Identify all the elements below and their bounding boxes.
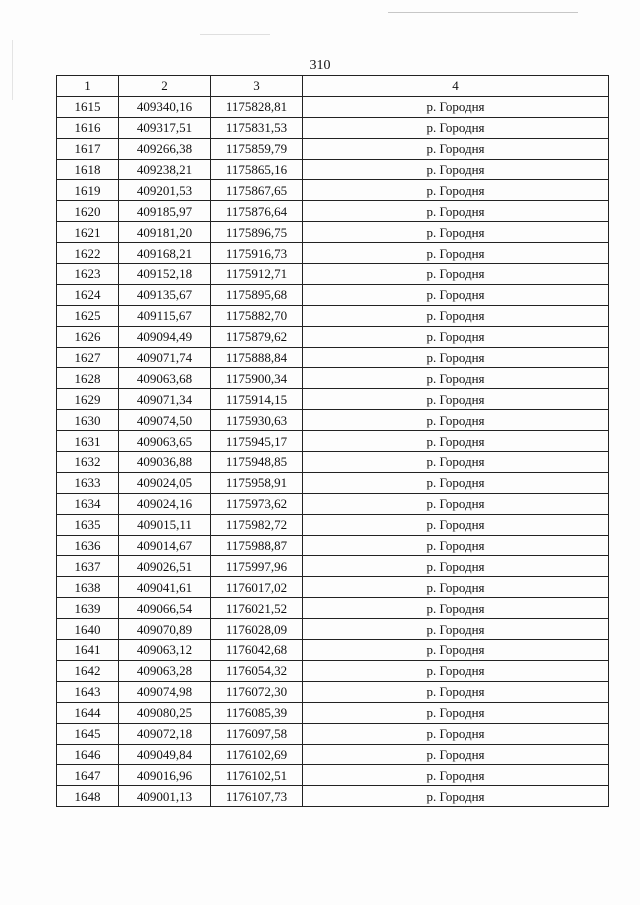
x-coordinate-cell: 409063,28: [119, 660, 211, 681]
x-coordinate-cell: 409066,54: [119, 598, 211, 619]
x-coordinate-cell: 409238,21: [119, 159, 211, 180]
column-header-4: 4: [303, 76, 609, 97]
point-number-cell: 1628: [57, 368, 119, 389]
object-name-cell: р. Городня: [303, 744, 609, 765]
y-coordinate-cell: 1175876,64: [211, 201, 303, 222]
object-name-cell: р. Городня: [303, 598, 609, 619]
point-number-cell: 1636: [57, 535, 119, 556]
x-coordinate-cell: 409080,25: [119, 702, 211, 723]
scan-artifact: [200, 34, 270, 35]
table-row: [57, 138, 609, 159]
table-row: [57, 431, 609, 452]
table-body: [57, 96, 609, 806]
point-number-cell: 1625: [57, 305, 119, 326]
x-coordinate-cell: 409074,98: [119, 681, 211, 702]
table-row: [57, 243, 609, 264]
y-coordinate-cell: 1176085,39: [211, 702, 303, 723]
table-header-row: [57, 76, 609, 97]
x-coordinate-cell: 409266,38: [119, 138, 211, 159]
point-number-cell: 1618: [57, 159, 119, 180]
point-number-cell: 1633: [57, 472, 119, 493]
point-number-cell: 1646: [57, 744, 119, 765]
x-coordinate-cell: 409063,68: [119, 368, 211, 389]
x-coordinate-cell: 409063,12: [119, 640, 211, 661]
table-row: [57, 347, 609, 368]
x-coordinate-cell: 409049,84: [119, 744, 211, 765]
point-number-cell: 1644: [57, 702, 119, 723]
point-number-cell: 1617: [57, 138, 119, 159]
object-name-cell: р. Городня: [303, 368, 609, 389]
x-coordinate-cell: 409072,18: [119, 723, 211, 744]
y-coordinate-cell: 1175912,71: [211, 264, 303, 285]
table-row: [57, 180, 609, 201]
y-coordinate-cell: 1175896,75: [211, 222, 303, 243]
object-name-cell: р. Городня: [303, 514, 609, 535]
point-number-cell: 1624: [57, 284, 119, 305]
y-coordinate-cell: 1175882,70: [211, 305, 303, 326]
y-coordinate-cell: 1175859,79: [211, 138, 303, 159]
y-coordinate-cell: 1175828,81: [211, 96, 303, 117]
point-number-cell: 1621: [57, 222, 119, 243]
table-row: [57, 598, 609, 619]
point-number-cell: 1647: [57, 765, 119, 786]
y-coordinate-cell: 1175831,53: [211, 117, 303, 138]
point-number-cell: 1642: [57, 660, 119, 681]
table-row: [57, 326, 609, 347]
table-row: [57, 284, 609, 305]
point-number-cell: 1634: [57, 493, 119, 514]
table-row: [57, 117, 609, 138]
table-row: [57, 159, 609, 180]
x-coordinate-cell: 409026,51: [119, 556, 211, 577]
y-coordinate-cell: 1176042,68: [211, 640, 303, 661]
x-coordinate-cell: 409074,50: [119, 410, 211, 431]
object-name-cell: р. Городня: [303, 702, 609, 723]
point-number-cell: 1637: [57, 556, 119, 577]
object-name-cell: р. Городня: [303, 264, 609, 285]
y-coordinate-cell: 1176017,02: [211, 577, 303, 598]
column-header-1: 1: [57, 76, 119, 97]
scan-artifact: [388, 12, 578, 13]
point-number-cell: 1635: [57, 514, 119, 535]
object-name-cell: р. Городня: [303, 681, 609, 702]
table-row: [57, 640, 609, 661]
table-row: [57, 493, 609, 514]
object-name-cell: р. Городня: [303, 159, 609, 180]
x-coordinate-cell: 409181,20: [119, 222, 211, 243]
table-row: [57, 556, 609, 577]
table-row: [57, 96, 609, 117]
table-row: [57, 577, 609, 598]
y-coordinate-cell: 1176028,09: [211, 619, 303, 640]
object-name-cell: р. Городня: [303, 556, 609, 577]
y-coordinate-cell: 1176021,52: [211, 598, 303, 619]
y-coordinate-cell: 1175930,63: [211, 410, 303, 431]
point-number-cell: 1632: [57, 452, 119, 473]
x-coordinate-cell: 409115,67: [119, 305, 211, 326]
object-name-cell: р. Городня: [303, 660, 609, 681]
column-header-2: 2: [119, 76, 211, 97]
table-row: [57, 305, 609, 326]
x-coordinate-cell: 409340,16: [119, 96, 211, 117]
y-coordinate-cell: 1176097,58: [211, 723, 303, 744]
object-name-cell: р. Городня: [303, 284, 609, 305]
point-number-cell: 1631: [57, 431, 119, 452]
y-coordinate-cell: 1175867,65: [211, 180, 303, 201]
point-number-cell: 1627: [57, 347, 119, 368]
x-coordinate-cell: 409063,65: [119, 431, 211, 452]
table-row: [57, 660, 609, 681]
point-number-cell: 1639: [57, 598, 119, 619]
object-name-cell: р. Городня: [303, 535, 609, 556]
object-name-cell: р. Городня: [303, 410, 609, 431]
x-coordinate-cell: 409152,18: [119, 264, 211, 285]
object-name-cell: р. Городня: [303, 180, 609, 201]
y-coordinate-cell: 1176072,30: [211, 681, 303, 702]
page-number: 310: [309, 58, 331, 73]
object-name-cell: р. Городня: [303, 619, 609, 640]
x-coordinate-cell: 409016,96: [119, 765, 211, 786]
x-coordinate-cell: 409185,97: [119, 201, 211, 222]
table-row: [57, 452, 609, 473]
object-name-cell: р. Городня: [303, 723, 609, 744]
x-coordinate-cell: 409135,67: [119, 284, 211, 305]
table-row: [57, 681, 609, 702]
y-coordinate-cell: 1175914,15: [211, 389, 303, 410]
y-coordinate-cell: 1175997,96: [211, 556, 303, 577]
table-row: [57, 723, 609, 744]
point-number-cell: 1623: [57, 264, 119, 285]
column-header-3: 3: [211, 76, 303, 97]
point-number-cell: 1620: [57, 201, 119, 222]
point-number-cell: 1629: [57, 389, 119, 410]
point-number-cell: 1619: [57, 180, 119, 201]
object-name-cell: р. Городня: [303, 326, 609, 347]
x-coordinate-cell: 409024,16: [119, 493, 211, 514]
y-coordinate-cell: 1175982,72: [211, 514, 303, 535]
object-name-cell: р. Городня: [303, 96, 609, 117]
table-row: [57, 786, 609, 807]
table-row: [57, 389, 609, 410]
object-name-cell: р. Городня: [303, 138, 609, 159]
y-coordinate-cell: 1176102,51: [211, 765, 303, 786]
table-row: [57, 744, 609, 765]
object-name-cell: р. Городня: [303, 347, 609, 368]
y-coordinate-cell: 1175865,16: [211, 159, 303, 180]
object-name-cell: р. Городня: [303, 305, 609, 326]
point-number-cell: 1630: [57, 410, 119, 431]
object-name-cell: р. Городня: [303, 640, 609, 661]
y-coordinate-cell: 1175916,73: [211, 243, 303, 264]
table-row: [57, 264, 609, 285]
table-row: [57, 702, 609, 723]
point-number-cell: 1641: [57, 640, 119, 661]
x-coordinate-cell: 409201,53: [119, 180, 211, 201]
y-coordinate-cell: 1175879,62: [211, 326, 303, 347]
x-coordinate-cell: 409015,11: [119, 514, 211, 535]
object-name-cell: р. Городня: [303, 786, 609, 807]
x-coordinate-cell: 409036,88: [119, 452, 211, 473]
x-coordinate-cell: 409070,89: [119, 619, 211, 640]
table-row: [57, 535, 609, 556]
object-name-cell: р. Городня: [303, 472, 609, 493]
object-name-cell: р. Городня: [303, 493, 609, 514]
object-name-cell: р. Городня: [303, 452, 609, 473]
x-coordinate-cell: 409041,61: [119, 577, 211, 598]
table-row: [57, 765, 609, 786]
table-row: [57, 472, 609, 493]
object-name-cell: р. Городня: [303, 389, 609, 410]
y-coordinate-cell: 1176102,69: [211, 744, 303, 765]
x-coordinate-cell: 409094,49: [119, 326, 211, 347]
point-number-cell: 1616: [57, 117, 119, 138]
x-coordinate-cell: 409168,21: [119, 243, 211, 264]
y-coordinate-cell: 1175988,87: [211, 535, 303, 556]
table-row: [57, 619, 609, 640]
object-name-cell: р. Городня: [303, 201, 609, 222]
point-number-cell: 1615: [57, 96, 119, 117]
y-coordinate-cell: 1175958,91: [211, 472, 303, 493]
table-row: [57, 368, 609, 389]
point-number-cell: 1638: [57, 577, 119, 598]
x-coordinate-cell: 409317,51: [119, 117, 211, 138]
object-name-cell: р. Городня: [303, 431, 609, 452]
y-coordinate-cell: 1175895,68: [211, 284, 303, 305]
y-coordinate-cell: 1176054,32: [211, 660, 303, 681]
x-coordinate-cell: 409071,34: [119, 389, 211, 410]
y-coordinate-cell: 1175973,62: [211, 493, 303, 514]
object-name-cell: р. Городня: [303, 577, 609, 598]
table-row: [57, 514, 609, 535]
point-number-cell: 1626: [57, 326, 119, 347]
table-row: [57, 201, 609, 222]
y-coordinate-cell: 1175948,85: [211, 452, 303, 473]
y-coordinate-cell: 1175945,17: [211, 431, 303, 452]
x-coordinate-cell: 409001,13: [119, 786, 211, 807]
coordinates-table: [56, 75, 609, 807]
x-coordinate-cell: 409071,74: [119, 347, 211, 368]
point-number-cell: 1645: [57, 723, 119, 744]
x-coordinate-cell: 409024,05: [119, 472, 211, 493]
object-name-cell: р. Городня: [303, 222, 609, 243]
point-number-cell: 1643: [57, 681, 119, 702]
object-name-cell: р. Городня: [303, 117, 609, 138]
point-number-cell: 1622: [57, 243, 119, 264]
y-coordinate-cell: 1175888,84: [211, 347, 303, 368]
x-coordinate-cell: 409014,67: [119, 535, 211, 556]
object-name-cell: р. Городня: [303, 243, 609, 264]
point-number-cell: 1640: [57, 619, 119, 640]
table-row: [57, 410, 609, 431]
y-coordinate-cell: 1176107,73: [211, 786, 303, 807]
point-number-cell: 1648: [57, 786, 119, 807]
y-coordinate-cell: 1175900,34: [211, 368, 303, 389]
table-row: [57, 222, 609, 243]
object-name-cell: р. Городня: [303, 765, 609, 786]
